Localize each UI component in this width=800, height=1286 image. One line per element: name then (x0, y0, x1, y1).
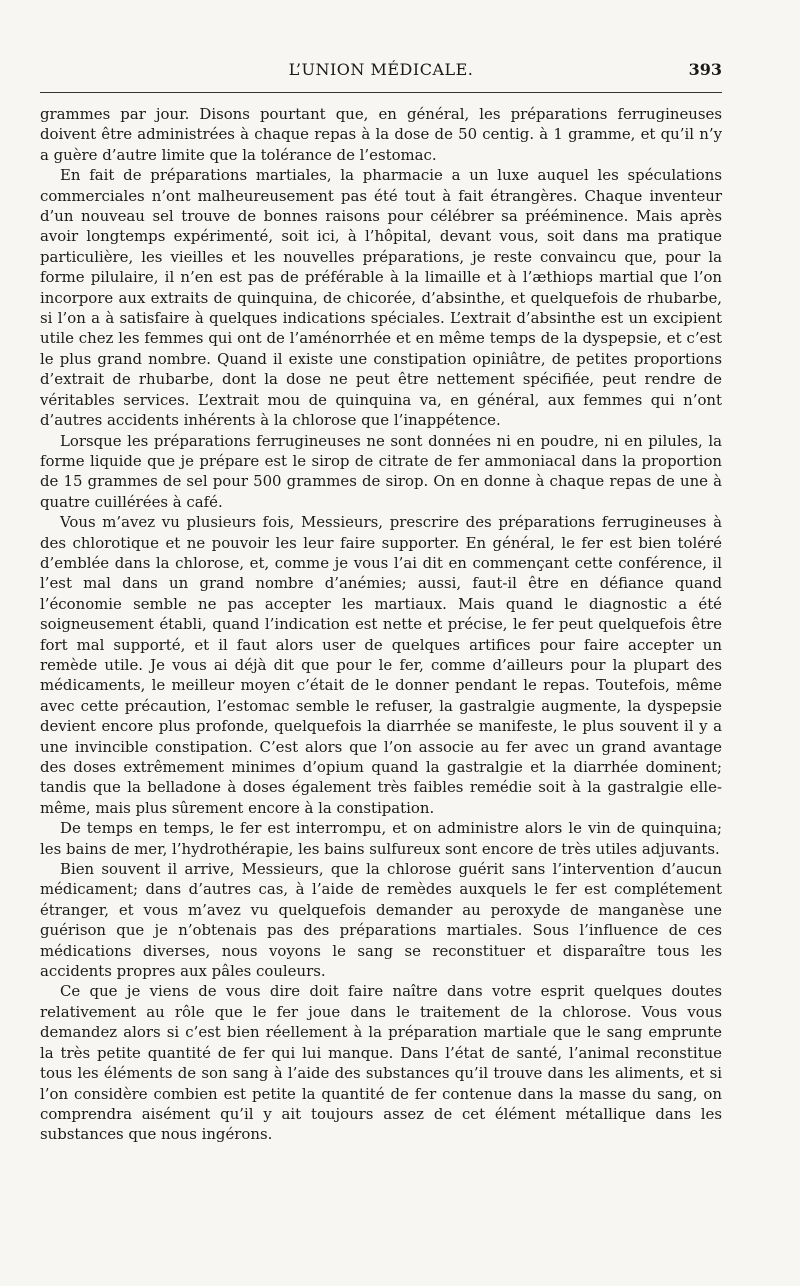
journal-title: L’UNION MÉDICALE. (288, 60, 474, 79)
paragraph: Vous m’avez vu plusieurs fois, Messieurs, prescrire des préparations ferrugineuses à des chlorotique et ne pouvoir les leur faire supporter. En général, le fer est bien toléré d’emblée dans la chlorose, et, comme je vous l’ai dit en commençant cette conférence, il l’est mal dans un grand nombre d’anémies; aussi, faut-il être en défiance quand l’économie semble ne pas accepter les martiaux. Mais quand le diagnostic a été soigneusement établi, quand l’indication est nette et précise, le fer peut quelquefois être fort mal supporté, et il faut alors user de quelques artifices pour faire accepter un remède utile. Je vous ai déjà dit que pour le fer, comme d’ailleurs pour la plupart des médicaments, le meilleur moyen c’était de le donner pendant le repas. Toutefois, même avec cette précaution, l’estomac semble le refuser, la gastralgie augmente, la dyspepsie devient encore plus profonde, quelquefois la diarrhée se manifeste, le plus souvent il y a une invincible constipation. C’est alors que l’on associe au fer avec un grand avantage des doses extrêmement minimes d’opium quand la gastralgie et la diarrhée dominent; tandis que la belladone à doses également très faibles remédie soit à la gastralgie elle-même, mais plus sûrement encore à la constipation. (40, 513, 722, 817)
article-body (40, 104, 722, 1145)
paragraph: grammes par jour. Disons pourtant que, en général, les préparations ferrugineuses doivent être administrées à chaque repas à la dose de 50 centig. à 1 gramme, et qu’il n’y a guère d’autre limite que la tolérance de l’estomac. (40, 105, 722, 164)
paragraph: En fait de préparations martiales, la pharmacie a un luxe auquel les spéculations commerciales n’ont malheureusement pas été tout à fait étrangères. Chaque inventeur d’un nouveau sel trouve de bonnes raisons pour célébrer sa prééminence. Mais après avoir longtemps expérimenté, soit ici, à l’hôpital, devant vous, soit dans ma pratique particulière, les vieilles et les nouvelles préparations, je reste convaincu que, pour la forme pilulaire, il n’en est pas de préférable à la limaille et à l’æthiops martial que l’on incorpore aux extraits de quinquina, de chicorée, d’absinthe, et quelquefois de rhubarbe, si l’on a à satisfaire à quelques indications spéciales. L’extrait d’absinthe est un excipient utile chez les femmes qui ont de l’aménorrhée et en même temps de la dyspepsie, et c’est le plus grand nombre. Quand il existe une constipation opiniâtre, de petites proportions d’extrait de rhubarbe, dont la dose ne peut être nettement spécifiée, peut rendre de véritables services. L’extrait mou de quinquina va, en général, aux femmes qui n’ont d’autres accidents inhérents à la chlorose que l’inappétence. (40, 166, 722, 430)
page-number: 393 (688, 60, 722, 79)
paragraph: Ce que je viens de vous dire doit faire naître dans votre esprit quelques doutes relativement au rôle que le fer joue dans le traitement de la chlorose. Vous vous demandez alors si c’est bien réellement à la préparation martiale que le sang emprunte la très petite quantité de fer qui lui manque. Dans l’état de santé, l’animal reconstitue tous les éléments de son sang à l’aide des substances qu’il trouve dans les aliments, et si l’on considère combien est petite la quantité de fer contenue dans la masse du sang, on comprendra aisément qu’il y ait toujours assez de cet élément métallique dans les substances que nous ingérons. (40, 982, 722, 1144)
paragraph: Lorsque les préparations ferrugineuses ne sont données ni en poudre, ni en pilules, la forme liquide que je prépare est le sirop de citrate de fer ammoniacal dans la proportion de 15 grammes de sel pour 500 grammes de sirop. On en donne à chaque repas de une à quatre cuillérées à café. (40, 431, 722, 511)
running-header (40, 60, 722, 86)
paragraph: De temps en temps, le fer est interrompu, et on administre alors le vin de quinquina; les bains de mer, l’hydrothérapie, les bains sulfureux sont encore de très utiles adjuvants. (40, 819, 722, 858)
paragraph: Bien souvent il arrive, Messieurs, que la chlorose guérit sans l’intervention d’aucun médicament; dans d’autres cas, à l’aide de remèdes auxquels le fer est complétement étranger, et vous m’avez vu quelquefois demander au peroxyde de manganèse une guérison que je n’obtenais pas des préparations martiales. Sous l’influence de ces médications diverses, nous voyons le sang se reconstituer et disparaître tous les accidents propres aux pâles couleurs. (40, 860, 722, 981)
header-rule (40, 92, 722, 93)
